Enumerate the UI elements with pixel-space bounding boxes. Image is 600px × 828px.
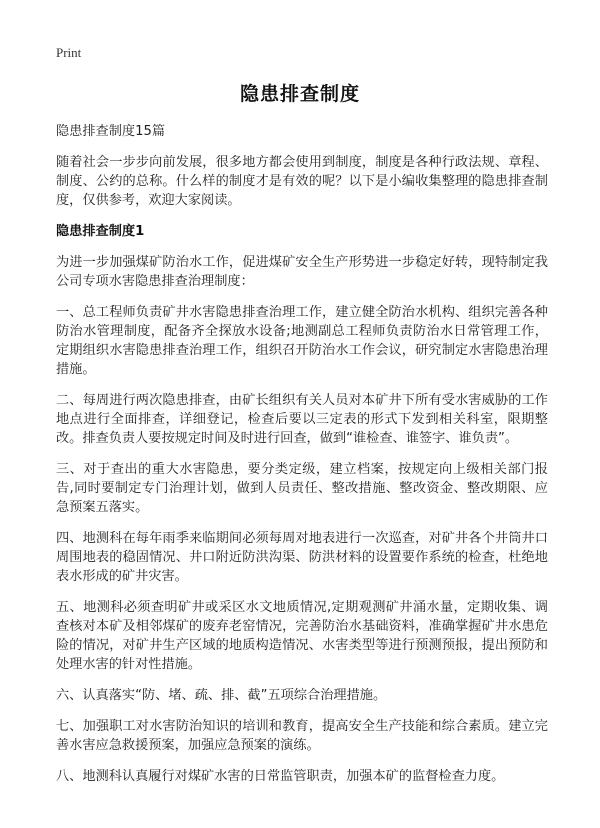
body-paragraph: 七、加强职工对水害防治知识的培训和教育，提高安全生产技能和综合素质。建立完善水害应急救援预案，加强应急预案的演练。 (56, 719, 548, 753)
print-label[interactable]: Print (56, 45, 82, 60)
body-paragraph: 一、总工程师负责矿井水害隐患排查治理工作，建立健全防治水机构、组织完善各种防治水管理制度，配备齐全探放水设备;地测副总工程师负责防治水日常管理工作，定期组织水害隐患排查治理工作，组织召开防治水工作会议，研究制定水害隐患治理措施。 (56, 305, 548, 377)
body-paragraph: 六、认真落实“防、堵、疏、排、截”五项综合治理措施。 (56, 688, 387, 703)
body-paragraph: 三、对于查出的重大水害隐患，要分类定级，建立档案，按规定向上级相关部门报告,同时要制定专门治理计划，做到人员责任、整改措施、整改资金、整改期限、应急预案五落实。 (56, 462, 548, 515)
body-paragraph: 五、地测科必须查明矿井或采区水文地质情况,定期观测矿井涌水量，定期收集、调查核对本矿及相邻煤矿的废弃老窑情况，完善防治水基础资料，准确掌握矿井水患危险的情况，对矿井生产区域的地质构造情况、水害类型等进行预测预报，提出预防和处理水害的针对性措施。 (56, 600, 548, 672)
document-body (56, 122, 548, 798)
document-title: 隐患排查制度 (239, 83, 360, 105)
intro-paragraph: 随着社会一步步向前发展，很多地方都会使用到制度，制度是各种行政法规、章程、制度、公约的总称。什么样的制度才是有效的呢？以下是小编收集整理的隐患排查制度，仅供参考，欢迎大家阅读。 (56, 155, 548, 208)
document-subtitle: 隐患排查制度15篇 (56, 124, 166, 139)
section-heading: 隐患排查制度1 (56, 224, 145, 239)
body-paragraph: 为进一步加强煤矿防治水工作，促进煤矿安全生产形势进一步稳定好转，现特制定我公司专项水害隐患排查治理制度： (56, 255, 548, 289)
body-paragraph: 四、地测科在每年雨季来临期间必须每周对地表进行一次巡查，对矿井各个井筒井口周围地表的稳固情况、井口附近防洪沟渠、防洪材料的设置要作系统的检查，杜绝地表水形成的矿井灾害。 (56, 531, 548, 584)
body-paragraph: 二、每周进行两次隐患排查，由矿长组织有关人员对本矿井下所有受水害威胁的工作地点进行全面排查，详细登记，检查后要以三定表的形式下发到相关科室，限期整改。排查负责人要按规定时间及时进行回查，做到“谁检查、谁签字、谁负责”。 (56, 393, 548, 446)
body-paragraph: 八、地测科认真履行对煤矿水害的日常监管职责，加强本矿的监督检查力度。 (56, 769, 505, 784)
